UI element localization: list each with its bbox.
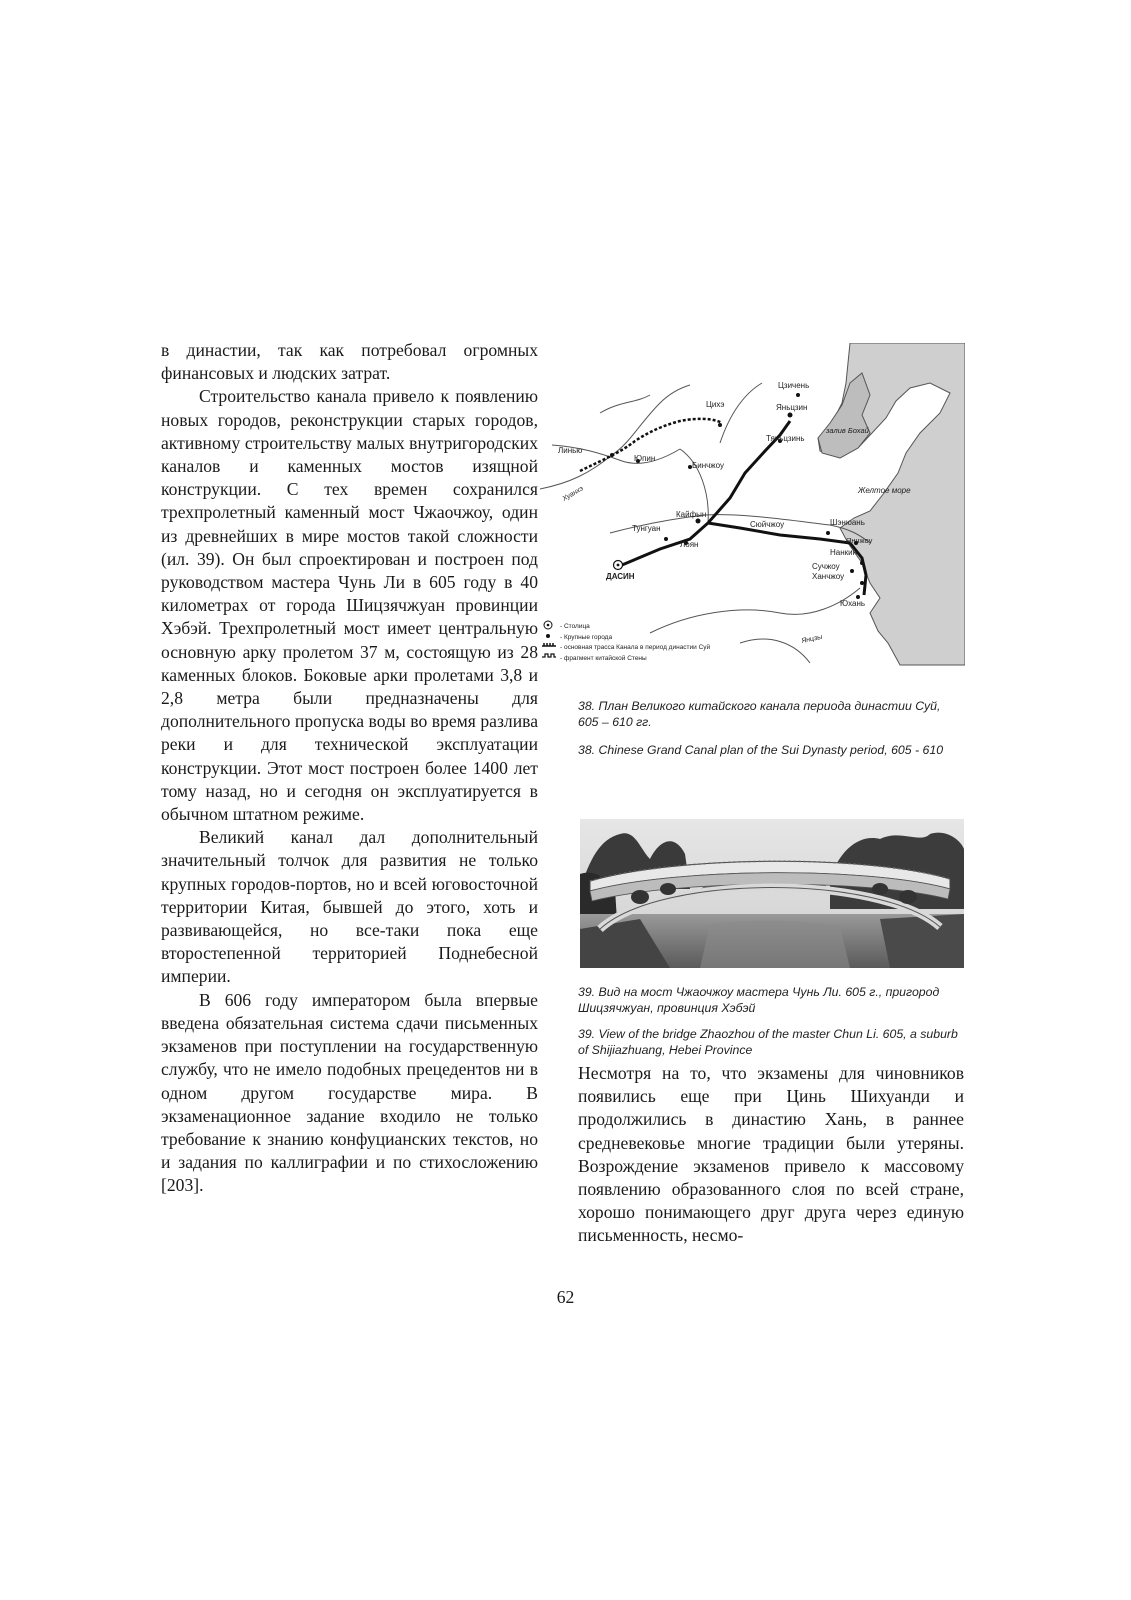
- paragraph: в династии, так как потребовал огромных финансовых и людских затрат.: [161, 340, 538, 384]
- river: [740, 639, 810, 663]
- map-label: Цихэ: [706, 400, 725, 409]
- left-text-column: [161, 339, 538, 1198]
- figure-38-caption-ru: 38. План Великого китайского канала периода династии Суй, 605 – 610 гг.: [578, 699, 941, 729]
- legend-cities: - Крупные города: [560, 634, 613, 641]
- huanghe-river: [540, 385, 690, 489]
- paragraph: В 606 году императором была впервые введена обязательная система сдачи письменных экзаменов при поступлении на государственную службу, что не имело подобных прецедентов ни в одном другом государстве мира. В экзаменационное задание входило не только требование к знанию конфуцианских текстов, но и задания по каллиграфии и по стихосложению [203].: [161, 989, 538, 1196]
- map-label: Цзичень: [778, 381, 810, 390]
- map-label: ДАСИН: [606, 572, 635, 581]
- yangtze-river: [650, 588, 860, 633]
- gulf-bohai: [818, 373, 870, 458]
- map-label: Тунгуан: [632, 524, 661, 533]
- right-text-column: [578, 1062, 964, 1248]
- map-label: Линью: [558, 446, 583, 455]
- map-label: Хуанхэ: [561, 485, 585, 503]
- zhaozhou-bridge-photo: [580, 819, 964, 968]
- paragraph: Несмотря на то, что экзамены для чиновников появились еще при Цинь Шихуанди и продолжились в династию Хань, в раннее средневековье многие традиции были утеряны. Возрождение экзаменов привело к массовому появлению образованного слоя по всей стране, хорошо понимающего друг друга через единую письменность, несмо-: [578, 1063, 964, 1246]
- map-label: Сучжоу: [812, 562, 840, 571]
- map-label: Ханчжоу: [812, 572, 845, 581]
- map-label: Юхань: [840, 599, 866, 608]
- map-label: Тяньцзинь: [766, 434, 805, 443]
- river: [600, 395, 650, 413]
- map-label: Юпин: [634, 454, 656, 463]
- map-label: Сюйчжоу: [750, 520, 785, 529]
- page-number: 62: [556, 1287, 575, 1307]
- figure-39-caption-en: 39. View of the bridge Zhaozhou of the master Chun Li. 605, a suburb of Shijiazhuang, Hebei Province: [578, 1027, 958, 1057]
- figure-39-caption-ru: 39. Вид на мост Чжаочжоу мастера Чунь Ли. 605 г., пригород Шицзячжуан, провинция Хэбэй: [578, 985, 940, 1015]
- sea-area: [818, 343, 965, 665]
- map-label: Желтое море: [858, 486, 911, 495]
- legend-wall: - фрагмент китайской Стены: [560, 655, 647, 662]
- map-label: Бинчжоу: [692, 461, 725, 470]
- map-legend: [542, 621, 711, 662]
- map-label: Янцзы: [800, 633, 823, 645]
- map-label: Нанкин: [830, 548, 858, 557]
- map-label: Янчжоу: [846, 536, 873, 545]
- legend-canal: - основная трасса Канала в период династии Суй: [560, 644, 711, 651]
- grand-canal-map: [540, 343, 965, 679]
- figure-38-caption-en: 38. Chinese Grand Canal plan of the Sui Dynasty period, 605 - 610: [578, 743, 944, 757]
- map-label: Шэнюань: [830, 518, 865, 527]
- map-label: Лоян: [680, 540, 699, 549]
- river: [720, 383, 762, 443]
- legend-capital: - Столица: [560, 623, 590, 630]
- map-label: залив Бохай: [826, 426, 869, 435]
- paragraph: Великий канал дал дополнительный значительный толчок для развития не только крупных городов-портов, но и всей юговосточной территории Китая, бывшей до этого, хоть и развивающейся, но все-таки пока еще второстепенной территорией Поднебесной империи.: [161, 827, 538, 987]
- paragraph: Строительство канала привело к появлению новых городов, реконструкции старых городов, активному строительству малых внутригородских каналов и каменных мостов изящной конструкции. С тех времен сохранился трехпролетный каменный мост Чжаочжоу, один из древнейших в мире мостов такой сложности (ил. 39). Он был спроектирован и построен под руководством мастера Чунь Ли в 605 году в 40 километрах от города Шицзячжуан провинции Хэбэй. Трехпролетный мост имеет центральную основную арку пролетом 37 м, состоящую из 28 каменных блоков. Боковые арки пролетами 3,8 и 2,8 метра были предназначены для дополнительного пропуска воды во время разлива реки и для технической эксплуатации конструкции. Этот мост построен более 1400 лет тому назад, но и сегодня он эксплуатируется в обычном штатном режиме.: [161, 386, 538, 825]
- map-label: Яньцзин: [776, 403, 808, 412]
- map-label: Кайфын: [676, 510, 707, 519]
